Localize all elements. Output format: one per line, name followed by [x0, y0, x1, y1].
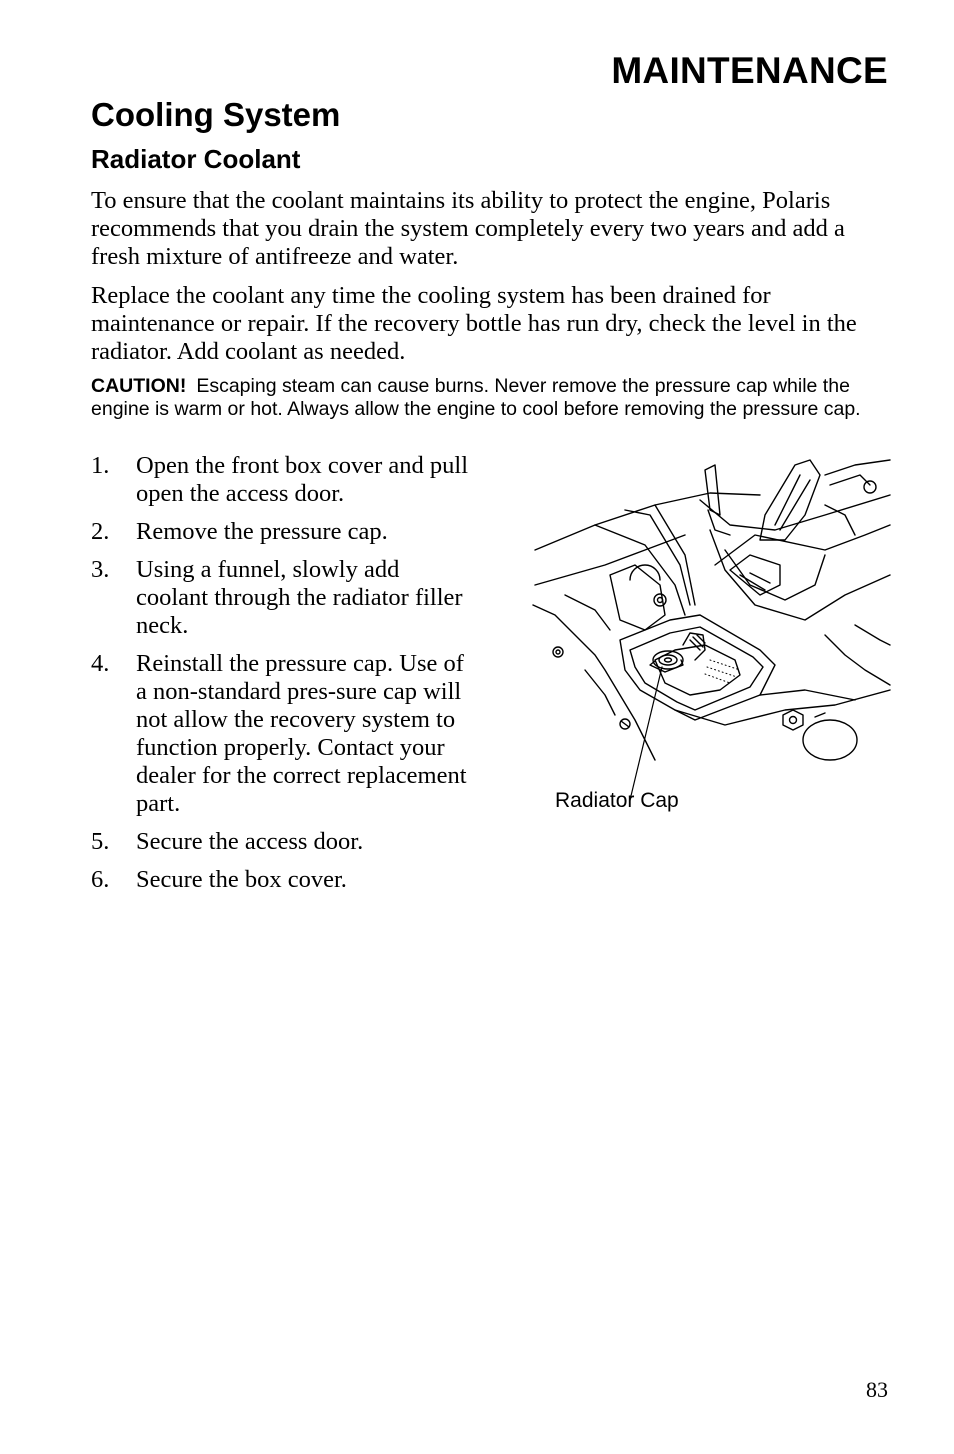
step-number: 4.	[91, 650, 110, 677]
list-item	[91, 452, 471, 508]
step-number: 2.	[91, 518, 110, 545]
step-number: 1.	[91, 452, 110, 479]
list-item	[91, 866, 471, 894]
radiator-illustration	[525, 455, 895, 825]
step-number: 5.	[91, 828, 110, 855]
step-text: Open the front box cover and pull open the access door.	[136, 452, 469, 507]
caution-note	[91, 375, 891, 421]
step-number: 3.	[91, 556, 110, 583]
page-number: 83	[866, 1377, 888, 1402]
step-text: Remove the pressure cap.	[136, 518, 388, 545]
page-title: Cooling System	[91, 96, 341, 133]
step-text: Secure the box cover.	[136, 866, 347, 893]
step-number: 6.	[91, 866, 110, 893]
caution-text: Escaping steam can cause burns. Never remove the pressure cap while the engine is warm or hot. Always allow the engine to cool before removing the pressure cap.	[91, 375, 861, 420]
list-item	[91, 518, 471, 546]
caution-label: CAUTION!	[91, 375, 187, 397]
subheading: Radiator Coolant	[91, 144, 301, 174]
paragraph: Replace the coolant any time the cooling system has been drained for maintenance or repair. If the recovery bottle has run dry, check the level in the radiator. Add coolant as needed.	[91, 282, 857, 365]
section-header: MAINTENANCE	[611, 50, 888, 91]
step-text: Secure the access door.	[136, 828, 364, 855]
figure-caption: Radiator Cap	[555, 789, 679, 812]
list-item	[91, 556, 471, 640]
list-item	[91, 650, 471, 818]
steps-list	[91, 452, 471, 904]
step-text: Reinstall the pressure cap. Use of a non-standard pres-sure cap will not allow the recovery system to function properly. Contact your dealer for the correct replacement part.	[136, 650, 467, 817]
list-item	[91, 828, 471, 856]
step-text: Using a funnel, slowly add coolant through the radiator filler neck.	[136, 556, 463, 639]
paragraph: To ensure that the coolant maintains its ability to protect the engine, Polaris recommends that you drain the system completely every two years and add a fresh mixture of antifreeze and water.	[91, 187, 845, 270]
